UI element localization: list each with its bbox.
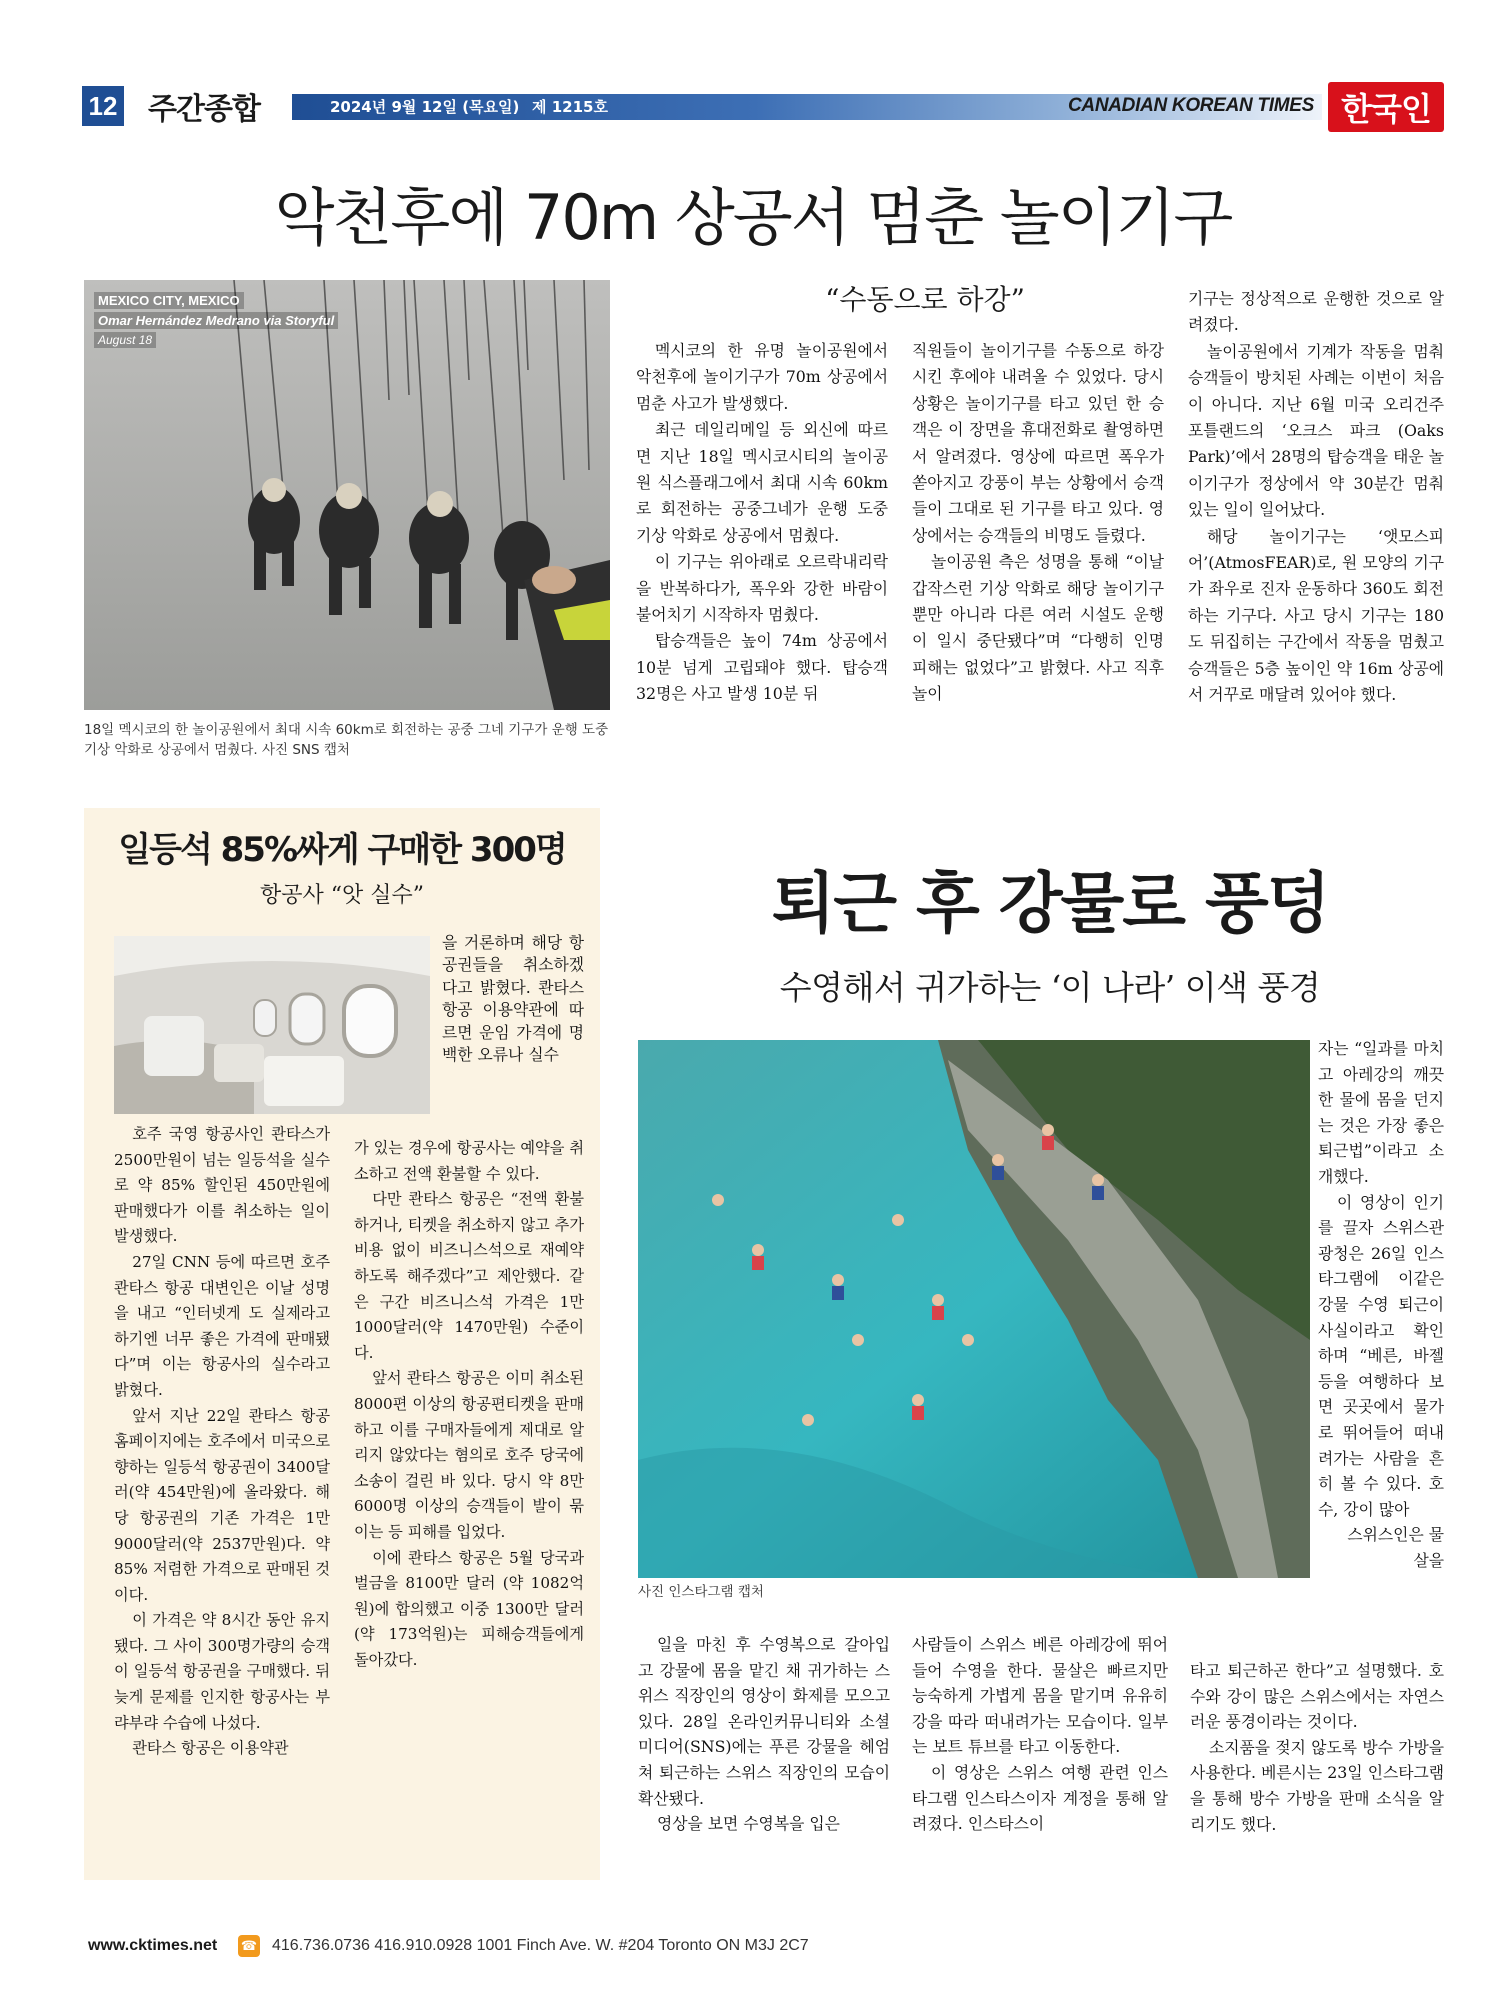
article2-column-b-top: [442, 932, 584, 1066]
paragraph: 이 영상이 인기를 끌자 스위스관광청은 26일 인스타그램에 이같은 강물 수영 퇴근이 사실이라고 확인하며 “베른, 바젤 등을 여행하다 보면 곳곳에서 물가로 뛰어들어 떠내려가는 사람을 흔히 볼 수 있다. 호수, 강이 많아: [1318, 1192, 1444, 1519]
article2-photo: [114, 936, 430, 1114]
paragraph: 직원들이 놀이기구를 수동으로 하강시킨 후에야 내려올 수 있었다. 당시 상황은 놀이기구를 타고 있던 한 승객은 이 장면을 휴대전화로 촬영하면서 알려졌다. 영상에 따르면 폭우가 쏟아지고 강풍이 부는 상황에서 승객들이 그대로 된 기구를 타고 있다. 영상에서는 승객들의 비명도 들렸다.: [912, 341, 1164, 545]
photo-date-label: August 18: [94, 332, 156, 348]
paragraph: 가 있는 경우에 항공사는 예약을 취소하고 전액 환불할 수 있다.: [354, 1139, 584, 1183]
paragraph: 자는 “일과를 마치고 아레강의 깨끗한 물에 몸을 던지는 것은 가장 좋은 퇴근법”이라고 소개했다.: [1318, 1039, 1444, 1186]
section-title: 주간종합: [148, 92, 260, 127]
article1-subheadline: “수동으로 하강”: [825, 283, 1025, 316]
article2-column-a: [114, 1122, 330, 1762]
paragraph: 사람들이 스위스 베른 아레강에 뛰어들어 수영을 한다. 물살은 빠르지만 능숙하게 가볍게 몸을 맡기며 유유히 강을 따라 떠내려가는 모습이다. 일부는 보트 튜브를 타고 이동한다.: [912, 1635, 1168, 1757]
article2-column-b: [354, 1136, 584, 1673]
article3-photo-caption: 사진 인스타그램 캡처: [638, 1584, 764, 1600]
newspaper-logo: 한국인: [1328, 82, 1444, 132]
issue-date: 2024년 9월 12일 (목요일): [330, 98, 520, 116]
paragraph: 다만 콴타스 항공은 “전액 환불하거나, 티켓을 취소하지 않고 추가비용 없이 비즈니스석으로 재예약하도록 해주겠다”고 제안했다. 같은 구간 비즈니스석 가격은 1만1000달러(약 1470만원) 수준이다.: [354, 1190, 584, 1362]
article3-subheadline: 수영해서 귀가하는 ‘이 나라’ 이색 풍경: [779, 968, 1321, 1007]
paragraph: 해당 놀이기구는 ‘앳모스피어’(AtmosFEAR)로, 원 모양의 기구가 좌우로 진자 운동하다 360도 회전하는 기구다. 사고 당시 기구는 180도 뒤집히는 구간에서 작동을 멈췄고 승객들은 5층 높이인 약 16m 상공에서 거꾸로 매달려 있어야 했다.: [1188, 526, 1444, 705]
paragraph: 이 영상은 스위스 여행 관련 인스타그램 인스타스이자 계정을 통해 알려졌다. 인스타스이: [912, 1762, 1168, 1834]
article1-column-2: [912, 338, 1164, 708]
paragraph: 콴타스 항공은 이용약관: [132, 1739, 289, 1758]
article3-column-3: [1190, 1658, 1444, 1837]
paragraph: 놀이공원 측은 성명을 통해 “이날 갑작스런 기상 악화로 해당 놀이기구뿐만 아니라 다른 여러 시설도 운행이 일시 중단됐다”며 “다행히 인명 피해는 없었다”고 밝혔다. 사고 직후 놀이: [912, 552, 1164, 704]
swing-ride-photo-icon: [84, 280, 610, 710]
footer-website[interactable]: www.cktimes.net: [88, 1937, 218, 1954]
article1-photo-caption: 18일 멕시코의 한 놀이공원에서 최대 시속 60km로 회전하는 공중 그네 기구가 운행 도중 기상 악화로 상공에서 멈췄다. 사진 SNS 캡처: [84, 722, 609, 758]
photo-location-label: MEXICO CITY, MEXICO: [94, 292, 244, 309]
issue-number: 제 1215호: [532, 98, 608, 116]
paragraph: 최근 데일리메일 등 외신에 따르면 지난 18일 멕시코시티의 놀이공원 식스플래그에서 최대 시속 60km로 회전하는 공중그네가 운행 도중 기상 악화로 상공에서 멈췄다.: [636, 420, 888, 545]
paragraph: 멕시코의 한 유명 놀이공원에서 악천후에 놀이기구가 70m 상공에서 멈춘 사고가 발생했다.: [636, 341, 888, 413]
paragraph: 영상을 보면 수영복을 입은: [656, 1814, 840, 1834]
paragraph: 호주 국영 항공사인 콴타스가 2500만원이 넘는 일등석을 실수로 약 85% 할인된 450만원에 판매했다가 이를 취소하는 일이 발생했다.: [114, 1125, 330, 1246]
paragraph: 놀이공원에서 기계가 작동을 멈춰 승객들이 방치된 사례는 이번이 처음이 아니다. 지난 6월 미국 오리건주 포틀랜드의 ‘오크스 파크 (Oaks Park)’에서 28명의 탑승객을 태운 놀이기구가 정상에서 약 30분간 멈춰 있는 일이 일어났다.: [1188, 341, 1444, 520]
article3-headline: 퇴근 후 강물로 풍덩: [771, 865, 1329, 942]
article1-headline: 악천후에 70m 상공서 멈춘 놀이기구: [274, 181, 1232, 254]
article3-column-1: [638, 1632, 890, 1837]
page-number: 12: [82, 86, 124, 126]
paragraph: 이 가격은 약 8시간 동안 유지됐다. 그 사이 300명가량의 승객이 일등석 항공권을 구매했다. 뒤늦게 문제를 인지한 항공사는 부랴부랴 수습에 나섰다.: [114, 1611, 330, 1732]
article2-headline: 일등석 85%싸게 구매한 300명: [118, 830, 566, 870]
article3-side-column: [1318, 1036, 1444, 1573]
article3-column-2: [912, 1632, 1168, 1837]
river-swimmers-photo-icon: [638, 1040, 1310, 1578]
paragraph: 일을 마친 후 수영복으로 갈아입고 강물에 몸을 맡긴 채 귀가하는 스위스 직장인의 영상이 화제를 모으고 있다. 28일 온라인커뮤니티와 소셜미디어(SNS)에는 푸른 강물을 헤엄쳐 퇴근하는 스위스 직장인의 모습이 확산됐다.: [638, 1635, 890, 1808]
paragraph: 타고 퇴근하곤 한다”고 설명했다. 호수와 강이 많은 스위스에서는 자연스러운 풍경이라는 것이다.: [1190, 1661, 1444, 1732]
paragraph: 스위스인은 물살을: [1347, 1525, 1444, 1570]
paper-name-en: CANADIAN KOREAN TIMES: [1068, 95, 1314, 116]
article1-column-3: [1188, 286, 1444, 709]
paragraph: 앞서 지난 22일 콴타스 항공 홈페이지에는 호주에서 미국으로 향하는 일등석 항공권이 3400달러(약 454만원)에 올라왔다. 해당 항공권의 기존 가격은 1만9000달러(약 2537만원)다. 약 85% 저렴한 가격으로 판매된 것이다.: [114, 1406, 330, 1604]
phone-icon: ☎: [238, 1935, 260, 1957]
paragraph: 을 거론하며 해당 항공권들을 취소하겠다고 밝혔다. 콴타스 항공 이용약관에 따르면 운임 가격에 명백한 오류나 실수: [442, 933, 584, 1065]
paragraph: 소지품을 젖지 않도록 방수 가방을 사용한다. 베른시는 23일 인스타그램을 통해 방수 가방을 판매 소식을 알리기도 했다.: [1190, 1737, 1444, 1834]
paragraph: 탑승객들은 높이 74m 상공에서 10분 넘게 고립돼야 했다. 탑승객 32명은 사고 발생 10분 뒤: [636, 631, 888, 704]
paragraph: 이에 콴타스 항공은 5월 당국과 벌금을 8100만 달러 (약 1082억원)에 합의했고 이중 1300만 달러(약 173억원)는 피해승객들에게 돌아갔다.: [354, 1548, 584, 1669]
paragraph: 기구는 정상적으로 운행한 것으로 알려졌다.: [1188, 289, 1444, 335]
paragraph: 이 기구는 위아래로 오르락내리락을 반복하다가, 폭우와 강한 바람이 불어치기 시작하자 멈췄다.: [636, 552, 888, 625]
photo-credit-label: Omar Hernández Medrano via Storyful: [94, 312, 338, 329]
article2-subheadline: 항공사 “앗 실수”: [260, 883, 424, 908]
paragraph: 27일 CNN 등에 따르면 호주 콴타스 항공 대변인은 이날 성명을 내고 “인터넷게 도 실제라고 하기엔 너무 좋은 가격에 판매됐다”며 이는 항공사의 실수라고 밝혔다.: [114, 1252, 330, 1399]
footer-contact: 416.736.0736 416.910.0928 1001 Finch Ave. W. #204 Toronto ON M3J 2C7: [272, 1937, 809, 1954]
paragraph: 앞서 콴타스 항공은 이미 취소된 8000편 이상의 항공편티켓을 판매하고 이를 구매자들에게 제대로 알리지 않았다는 혐의로 호주 당국에 소송이 걸린 바 있다. 당시 약 8만6000명 이상의 승객들이 발이 묶이는 등 피해를 입었다.: [354, 1369, 584, 1541]
article1-photo: [84, 280, 610, 710]
airplane-cabin-photo-icon: [114, 936, 430, 1114]
article3-photo: [638, 1040, 1310, 1578]
article1-column-1: [636, 338, 888, 708]
